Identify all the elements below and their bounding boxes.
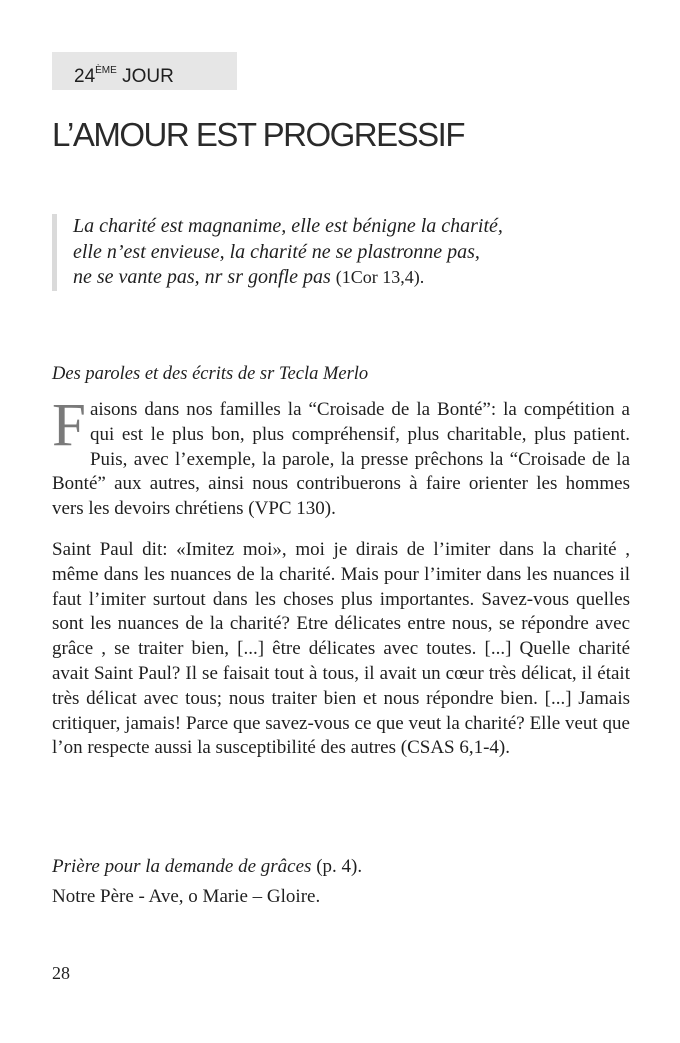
prayer-line-2: Notre Père - Ave, o Marie – Gloire.	[52, 886, 321, 907]
day-label	[52, 52, 237, 90]
prayer-section	[52, 852, 362, 912]
day-number: 24	[74, 66, 96, 87]
drop-cap: F	[52, 392, 86, 459]
day-word: JOUR	[122, 66, 174, 87]
prayer-page-ref: (p. 4).	[316, 856, 363, 877]
quote-line-2: elle n’est envieuse, la charité ne se plastronne pas,	[73, 240, 480, 263]
page-number: 28	[52, 963, 70, 983]
quote-line-3	[73, 265, 633, 291]
paragraph-2: Saint Paul dit: «Imitez moi», moi je dirais de l’imiter dans la charité , même dans les nuances de la charité. Mais pour l’imiter dans les nuances il faut l’imiter surtout dans les choses plus importantes. Savez-vous quelles sont les nuances de la charité? Etre délicates entre nous, se répondre avec grâce , se traiter bien, [...] être délicates avec toutes. [...] Quelle charité avait Saint Paul? Il se faisait tout à tous, il avait un cœur très délicat, il était très délicat avec tous; nous traiter bien et nous répondre bien. [...] Jamais critiquer, jamais! Parce que savez-vous ce que veut la charité? Elle veut que l’on respecte aussi la susceptibilité des autres (CSAS 6,1-4).	[52, 539, 630, 759]
prayer-intro: Prière pour la demande de grâces	[52, 856, 312, 877]
prayer-line-1	[52, 852, 362, 882]
paragraph-1-text: aisons dans nos familles la “Croisade de la Bonté”: la compétition a qui est le plus bon, plus compréhensif, plus charitable, plus patient. Puis, avec l’exemple, la parole, la presse prêchons la “Croisade de la Bonté” aux autres, ainsi nous contribuerons à faire orienter les hommes vers les devoirs chrétiens (VPC 130).	[52, 399, 630, 520]
scripture-quote	[52, 214, 633, 291]
page-title: L’AMOUR EST PROGRESSIF	[52, 116, 464, 153]
source-heading: Des paroles et des écrits de sr Tecla Merlo	[52, 364, 369, 384]
quote-line-3-text: ne se vante pas, nr sr gonfle pas	[73, 266, 331, 288]
paragraph-1	[52, 392, 630, 522]
day-suffix: ÈME	[95, 65, 117, 76]
quote-line-1: La charité est magnanime, elle est bénigne la charité,	[73, 215, 503, 237]
quote-reference: (1Cor 13,4).	[335, 267, 425, 287]
